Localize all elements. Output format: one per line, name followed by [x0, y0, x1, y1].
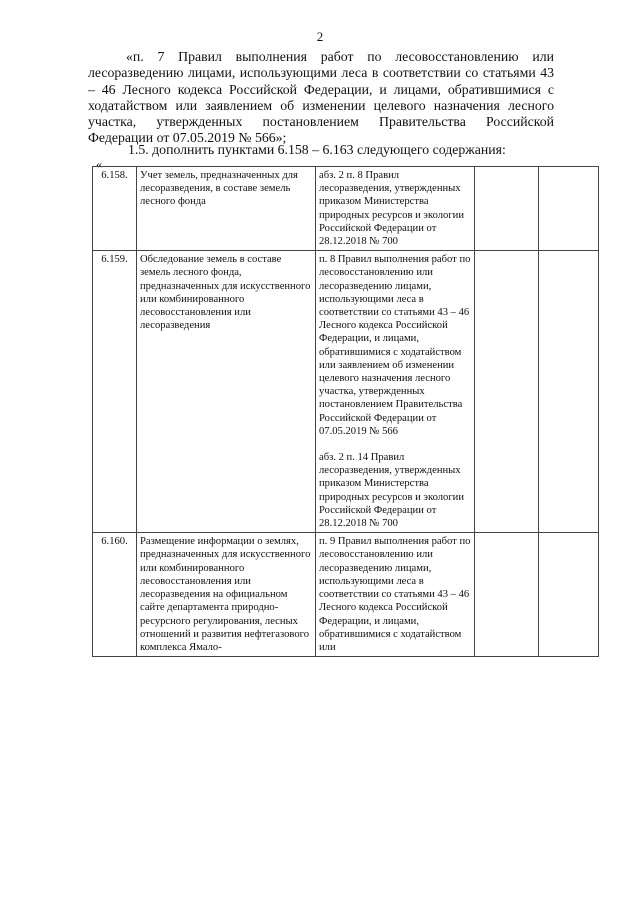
empty-cell	[475, 533, 539, 657]
row-name: Размещение информации о землях, предназначенных для искусственного или комбинированного лесовосстановления или лесоразведения на официальном сайте департамента природно-ресурсного регулирования, лесных отношений и развития нефтегазового комплекса Ямало-	[137, 533, 316, 657]
row-basis	[316, 533, 475, 657]
empty-cell	[539, 251, 599, 533]
row-number: 6.160.	[93, 533, 137, 657]
functions-table	[92, 166, 599, 657]
row-basis	[316, 167, 475, 251]
row-name: Учет земель, предназначенных для лесоразведения, в составе земель лесного фонда	[137, 167, 316, 251]
opening-quote: «	[96, 157, 102, 171]
table-row	[93, 167, 599, 251]
row-number: 6.159.	[93, 251, 137, 533]
item-1-5: 1.5. дополнить пунктами 6.158 – 6.163 следующего содержания:	[128, 142, 506, 157]
empty-cell	[475, 167, 539, 251]
empty-cell	[539, 533, 599, 657]
intro-paragraph-text: «п. 7 Правил выполнения работ по лесовосстановлению или лесоразведению лицами, использующими леса в соответствии со статьями 43 – 46 Лесного кодекса Российской Федерации, и лицами, обратившимися с ходатайством или заявлением об изменении целевого назначения лесного участка, утвержденных постановлением Правительства Российской Федерации от 07.05.2019 № 566»;	[88, 49, 554, 146]
basis-text: абз. 2 п. 14 Правил лесоразведения, утвержденных приказом Министерства природных ресурсов и экологии Российской Федерации от 28.12.2018 № 700	[319, 452, 465, 530]
page-number: 2	[316, 29, 324, 44]
basis-text: п. 9 Правил выполнения работ по лесовосстановлению или лесоразведению лицами, использующими леса в соответствии со статьями 43 – 46 Лесного кодекса Российской Федерации, и лицами, обратившимися с ходатайством или	[319, 536, 471, 653]
row-basis	[316, 251, 475, 533]
row-name: Обследование земель в составе земель лесного фонда, предназначенных для искусственного или комбинированного лесовосстановления или лесоразведения	[137, 251, 316, 533]
row-number: 6.158.	[93, 167, 137, 251]
empty-cell	[539, 167, 599, 251]
basis-text: абз. 2 п. 8 Правил лесоразведения, утвержденных приказом Министерства природных ресурсов и экологии Российской Федерации от 28.12.2018 № 700	[319, 170, 465, 248]
table-row	[93, 251, 599, 533]
table-row	[93, 533, 599, 657]
basis-text: п. 8 Правил выполнения работ по лесовосстановлению или лесоразведению лицами, использующими леса в соответствии со статьями 43 – 46 Лесного кодекса Российской Федерации, и лицами, обратившимися с ходатайством или заявлением об изменении целевого назначения лесного участка, утвержденных постановлением Правительства Российской Федерации от 07.05.2019 № 566	[319, 254, 471, 437]
empty-cell	[475, 251, 539, 533]
intro-paragraph	[88, 49, 554, 147]
